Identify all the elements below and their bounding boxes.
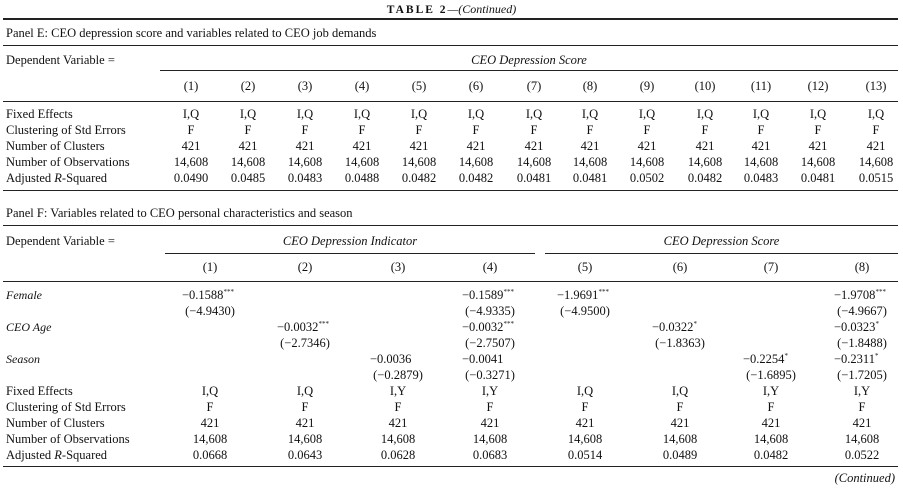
- panel-e-column-header: (1): [183, 79, 199, 93]
- panel-f-cell: F: [486, 400, 494, 414]
- panel-e-cell: 14,608: [458, 155, 494, 169]
- panel-e-cell: 14,608: [858, 155, 894, 169]
- label-pre: Adjusted: [6, 171, 55, 185]
- panel-e-cell: 14,608: [516, 155, 552, 169]
- table-title-continued: —(Continued): [447, 2, 517, 16]
- panel-f-rule: [3, 225, 898, 226]
- panel-e-cell: 421: [580, 139, 600, 153]
- panel-e-row-label: Fixed Effects: [6, 107, 73, 121]
- panel-e-cell: 14,608: [572, 155, 608, 169]
- panel-e-cell: 421: [524, 139, 544, 153]
- panel-f-group1-rule: [165, 253, 535, 254]
- panel-e-cell: F: [701, 123, 709, 137]
- panel-e-cell: 14,608: [401, 155, 437, 169]
- panel-f-cell: F: [767, 400, 775, 414]
- panel-e-cell: I,Q: [581, 107, 599, 121]
- panel-e-cell: 0.0485: [230, 171, 266, 185]
- panel-e-cell: 421: [637, 139, 657, 153]
- panel-f-cell: 0.0643: [287, 448, 323, 462]
- panel-f-cell: 14,608: [192, 432, 228, 446]
- panel-e-cell: 0.0490: [173, 171, 209, 185]
- panel-f-cell: 14,608: [567, 432, 603, 446]
- panel-e-cell: 14,608: [344, 155, 380, 169]
- panel-e-cell: 421: [808, 139, 828, 153]
- coefficient-value: −0.2311: [834, 352, 875, 366]
- panel-e-cell: 0.0502: [629, 171, 665, 185]
- panel-f-coefficient: [743, 352, 788, 367]
- panel-e-cell: 421: [466, 139, 486, 153]
- significance-stars: ***: [318, 320, 329, 328]
- significance-stars: ***: [598, 288, 609, 296]
- panel-f-variable-label: CEO Age: [6, 320, 52, 334]
- panel-e-cell: 0.0482: [458, 171, 494, 185]
- panel-e-cell: 14,608: [687, 155, 723, 169]
- label-post: -Squared: [61, 448, 108, 462]
- panel-e-group-rule: [160, 70, 898, 71]
- panel-f-cell: 421: [388, 416, 408, 430]
- panel-e-column-header: (5): [411, 79, 427, 93]
- panel-e-cell: 421: [295, 139, 315, 153]
- panel-e-bottom-rule: [3, 190, 898, 191]
- panel-f-coefficient: [462, 352, 503, 367]
- panel-e-cell: 0.0483: [743, 171, 779, 185]
- label-pre: Adjusted: [6, 448, 55, 462]
- significance-stars: ***: [503, 288, 514, 296]
- panel-e-cell: 14,608: [800, 155, 836, 169]
- panel-e-row-label: [6, 171, 107, 186]
- panel-e-cell: 421: [751, 139, 771, 153]
- panel-f-t-stat: (−4.9335): [465, 304, 515, 318]
- panel-e-cell: 14,608: [173, 155, 209, 169]
- panel-e-row-label: Number of Observations: [6, 155, 130, 169]
- panel-f-cell: 14,608: [844, 432, 880, 446]
- panel-e-cell: I,Q: [867, 107, 885, 121]
- panel-f-cell: 0.0683: [472, 448, 508, 462]
- panel-e-rule: [3, 45, 898, 46]
- panel-f-coefficient: [834, 320, 879, 335]
- panel-e-column-header: (12): [807, 79, 829, 93]
- panel-f-cell: 14,608: [380, 432, 416, 446]
- significance-stars: *: [693, 320, 697, 328]
- coefficient-value: −0.0036: [370, 352, 412, 366]
- coefficient-value: −0.0322: [652, 320, 694, 334]
- panel-f-cell: F: [581, 400, 589, 414]
- panel-f-cell: 14,608: [472, 432, 508, 446]
- label-italic: R: [54, 171, 62, 185]
- coefficient-value: −0.0032: [462, 320, 504, 334]
- panel-f-cell: I,Q: [671, 384, 689, 398]
- coefficient-value: −1.9691: [557, 288, 599, 302]
- panel-f-cell: 0.0522: [844, 448, 880, 462]
- panel-f-cell: 0.0668: [192, 448, 228, 462]
- panel-f-cell: F: [858, 400, 866, 414]
- panel-e-cell: I,Q: [410, 107, 428, 121]
- panel-e-cell: 0.0481: [800, 171, 836, 185]
- panel-f-coefficient: [462, 288, 514, 303]
- table-title: [0, 2, 903, 18]
- panel-e-cell: F: [872, 123, 880, 137]
- panel-e-column-header: (3): [297, 79, 313, 93]
- panel-f-cell: 0.0482: [753, 448, 789, 462]
- panel-f-t-stat: (−2.7346): [280, 336, 330, 350]
- panel-e-column-header: (10): [694, 79, 716, 93]
- panel-f-coefficient: [277, 320, 329, 335]
- panel-e-dep-label: Dependent Variable =: [6, 53, 115, 67]
- panel-f-variable-label: Season: [6, 352, 40, 366]
- panel-e-column-header: (13): [865, 79, 887, 93]
- coefficient-value: −0.1588: [182, 288, 224, 302]
- panel-e-cell: 0.0481: [572, 171, 608, 185]
- panel-f-column-header: (8): [854, 260, 870, 274]
- significance-stars: ***: [503, 320, 514, 328]
- panel-e-column-header: (8): [582, 79, 598, 93]
- significance-stars: ***: [875, 288, 886, 296]
- panel-f-t-stat: (−1.7205): [837, 368, 887, 382]
- panel-e-cell: 0.0515: [858, 171, 894, 185]
- panel-f-column-header: (3): [390, 260, 406, 274]
- panel-e-column-header: (11): [750, 79, 772, 93]
- panel-e-header-rule: [3, 101, 898, 102]
- panel-e-cell: F: [187, 123, 195, 137]
- panel-f-row-label: Fixed Effects: [6, 384, 73, 398]
- panel-f-dep-label: Dependent Variable =: [6, 234, 115, 248]
- panel-f-t-stat: (−0.3271): [465, 368, 515, 382]
- panel-f-cell: I,Y: [389, 384, 407, 398]
- panel-f-cell: 421: [295, 416, 315, 430]
- panel-f-row-label: Number of Clusters: [6, 416, 105, 430]
- panel-e-cell: 421: [181, 139, 201, 153]
- panel-f-t-stat: (−4.9667): [837, 304, 887, 318]
- panel-f-cell: F: [676, 400, 684, 414]
- top-rule: [3, 18, 898, 20]
- panel-f-column-header: (6): [672, 260, 688, 274]
- panel-f-column-header: (7): [763, 260, 779, 274]
- continued-note: (Continued): [834, 471, 895, 485]
- panel-e-row-label: Number of Clusters: [6, 139, 105, 153]
- coefficient-value: −0.1589: [462, 288, 504, 302]
- panel-e-heading: Panel E: CEO depression score and variables related to CEO job demands: [6, 26, 377, 40]
- panel-f-column-header: (1): [202, 260, 218, 274]
- panel-f-cell: 421: [575, 416, 595, 430]
- significance-stars: *: [874, 352, 879, 360]
- panel-e-cell: F: [814, 123, 822, 137]
- panel-f-column-header: (4): [482, 260, 498, 274]
- panel-e-cell: 14,608: [629, 155, 665, 169]
- table-title-label: TABLE 2: [386, 4, 448, 16]
- panel-f-column-header: (5): [577, 260, 593, 274]
- panel-f-cell: I,Y: [481, 384, 499, 398]
- panel-e-column-header: (6): [468, 79, 484, 93]
- panel-f-coefficient: [834, 288, 886, 303]
- panel-f-cell: F: [206, 400, 214, 414]
- panel-e-cell: F: [472, 123, 480, 137]
- panel-f-coefficient: [370, 352, 411, 367]
- panel-f-group2-rule: [545, 253, 898, 254]
- coefficient-value: −1.9708: [834, 288, 876, 302]
- panel-e-column-header: (7): [526, 79, 542, 93]
- panel-f-coefficient: [834, 352, 878, 367]
- panel-f-row-label: Clustering of Std Errors: [6, 400, 126, 414]
- panel-e-cell: F: [530, 123, 538, 137]
- label-post: -Squared: [61, 171, 108, 185]
- panel-e-cell: F: [415, 123, 423, 137]
- panel-e-cell: 421: [866, 139, 886, 153]
- panel-e-cell: 0.0482: [401, 171, 437, 185]
- panel-f-row-label: Number of Observations: [6, 432, 130, 446]
- panel-f-cell: 421: [761, 416, 781, 430]
- panel-f-cell: 14,608: [753, 432, 789, 446]
- panel-f-cell: 421: [670, 416, 690, 430]
- panel-e-dep-value: CEO Depression Score: [471, 53, 587, 67]
- panel-e-cell: 0.0482: [687, 171, 723, 185]
- panel-e-cell: 421: [352, 139, 372, 153]
- panel-f-cell: I,Y: [853, 384, 871, 398]
- panel-f-t-stat: (−4.9430): [185, 304, 235, 318]
- panel-e-cell: 421: [409, 139, 429, 153]
- panel-f-cell: I,Y: [762, 384, 780, 398]
- panel-e-row-label: Clustering of Std Errors: [6, 123, 126, 137]
- panel-f-cell: I,Q: [576, 384, 594, 398]
- panel-f-cell: I,Q: [201, 384, 219, 398]
- panel-e-cell: I,Q: [525, 107, 543, 121]
- panel-e-cell: 14,608: [287, 155, 323, 169]
- panel-f-group2-label: CEO Depression Score: [663, 234, 780, 248]
- label-italic: R: [54, 448, 62, 462]
- panel-f-row-label: [6, 448, 107, 463]
- panel-f-cell: 0.0489: [662, 448, 698, 462]
- panel-e-cell: 421: [695, 139, 715, 153]
- significance-stars: ***: [223, 288, 234, 296]
- panel-e-column-header: (9): [639, 79, 655, 93]
- panel-f-t-stat: (−2.7507): [465, 336, 515, 350]
- coefficient-value: −0.0323: [834, 320, 876, 334]
- panel-e-cell: 0.0481: [516, 171, 552, 185]
- panel-f-cell: 421: [852, 416, 872, 430]
- panel-e-cell: 421: [238, 139, 258, 153]
- panel-f-cell: 0.0514: [567, 448, 603, 462]
- panel-e-cell: I,Q: [467, 107, 485, 121]
- panel-e-cell: I,Q: [696, 107, 714, 121]
- panel-e-cell: 14,608: [743, 155, 779, 169]
- panel-f-coefficient: [462, 320, 514, 335]
- panel-f-cell: F: [301, 400, 309, 414]
- panel-e-cell: F: [301, 123, 309, 137]
- panel-f-t-stat: (−1.8488): [837, 336, 887, 350]
- panel-f-cell: I,Q: [296, 384, 314, 398]
- panel-f-heading: Panel F: Variables related to CEO personal characteristics and season: [6, 206, 353, 220]
- significance-stars: *: [875, 320, 879, 328]
- coefficient-value: −0.0041: [462, 352, 504, 366]
- panel-e-cell: I,Q: [296, 107, 314, 121]
- panel-f-t-stat: (−1.6895): [746, 368, 796, 382]
- significance-stars: *: [784, 352, 788, 360]
- panel-f-column-header: (2): [297, 260, 313, 274]
- panel-e-cell: I,Q: [239, 107, 257, 121]
- panel-f-header-rule: [3, 281, 898, 282]
- panel-e-cell: F: [757, 123, 765, 137]
- panel-e-cell: I,Q: [353, 107, 371, 121]
- panel-f-group1-label: CEO Depression Indicator: [282, 234, 418, 248]
- panel-e-cell: F: [244, 123, 252, 137]
- panel-f-cell: 14,608: [662, 432, 698, 446]
- panel-f-cell: 421: [480, 416, 500, 430]
- panel-e-cell: 0.0488: [344, 171, 380, 185]
- panel-f-cell: 0.0628: [380, 448, 416, 462]
- panel-e-cell: 0.0483: [287, 171, 323, 185]
- panel-e-cell: I,Q: [638, 107, 656, 121]
- panel-e-cell: I,Q: [182, 107, 200, 121]
- panel-f-cell: 421: [200, 416, 220, 430]
- panel-e-cell: F: [358, 123, 366, 137]
- panel-f-coefficient: [652, 320, 697, 335]
- panel-f-cell: 14,608: [287, 432, 323, 446]
- panel-f-coefficient: [182, 288, 234, 303]
- coefficient-value: −0.0032: [277, 320, 319, 334]
- panel-f-t-stat: (−1.8363): [655, 336, 705, 350]
- panel-e-cell: I,Q: [809, 107, 827, 121]
- panel-f-t-stat: (−4.9500): [560, 304, 610, 318]
- panel-f-t-stat: (−0.2879): [373, 368, 423, 382]
- panel-e-cell: I,Q: [752, 107, 770, 121]
- panel-f-variable-label: Female: [6, 288, 42, 302]
- panel-e-cell: 14,608: [230, 155, 266, 169]
- panel-f-cell: F: [394, 400, 402, 414]
- coefficient-value: −0.2254: [743, 352, 785, 366]
- panel-e-cell: F: [586, 123, 594, 137]
- panel-e-column-header: (4): [354, 79, 370, 93]
- panel-f-bottom-rule: [3, 466, 898, 467]
- panel-f-coefficient: [557, 288, 609, 303]
- panel-e-column-header: (2): [240, 79, 256, 93]
- panel-e-cell: F: [643, 123, 651, 137]
